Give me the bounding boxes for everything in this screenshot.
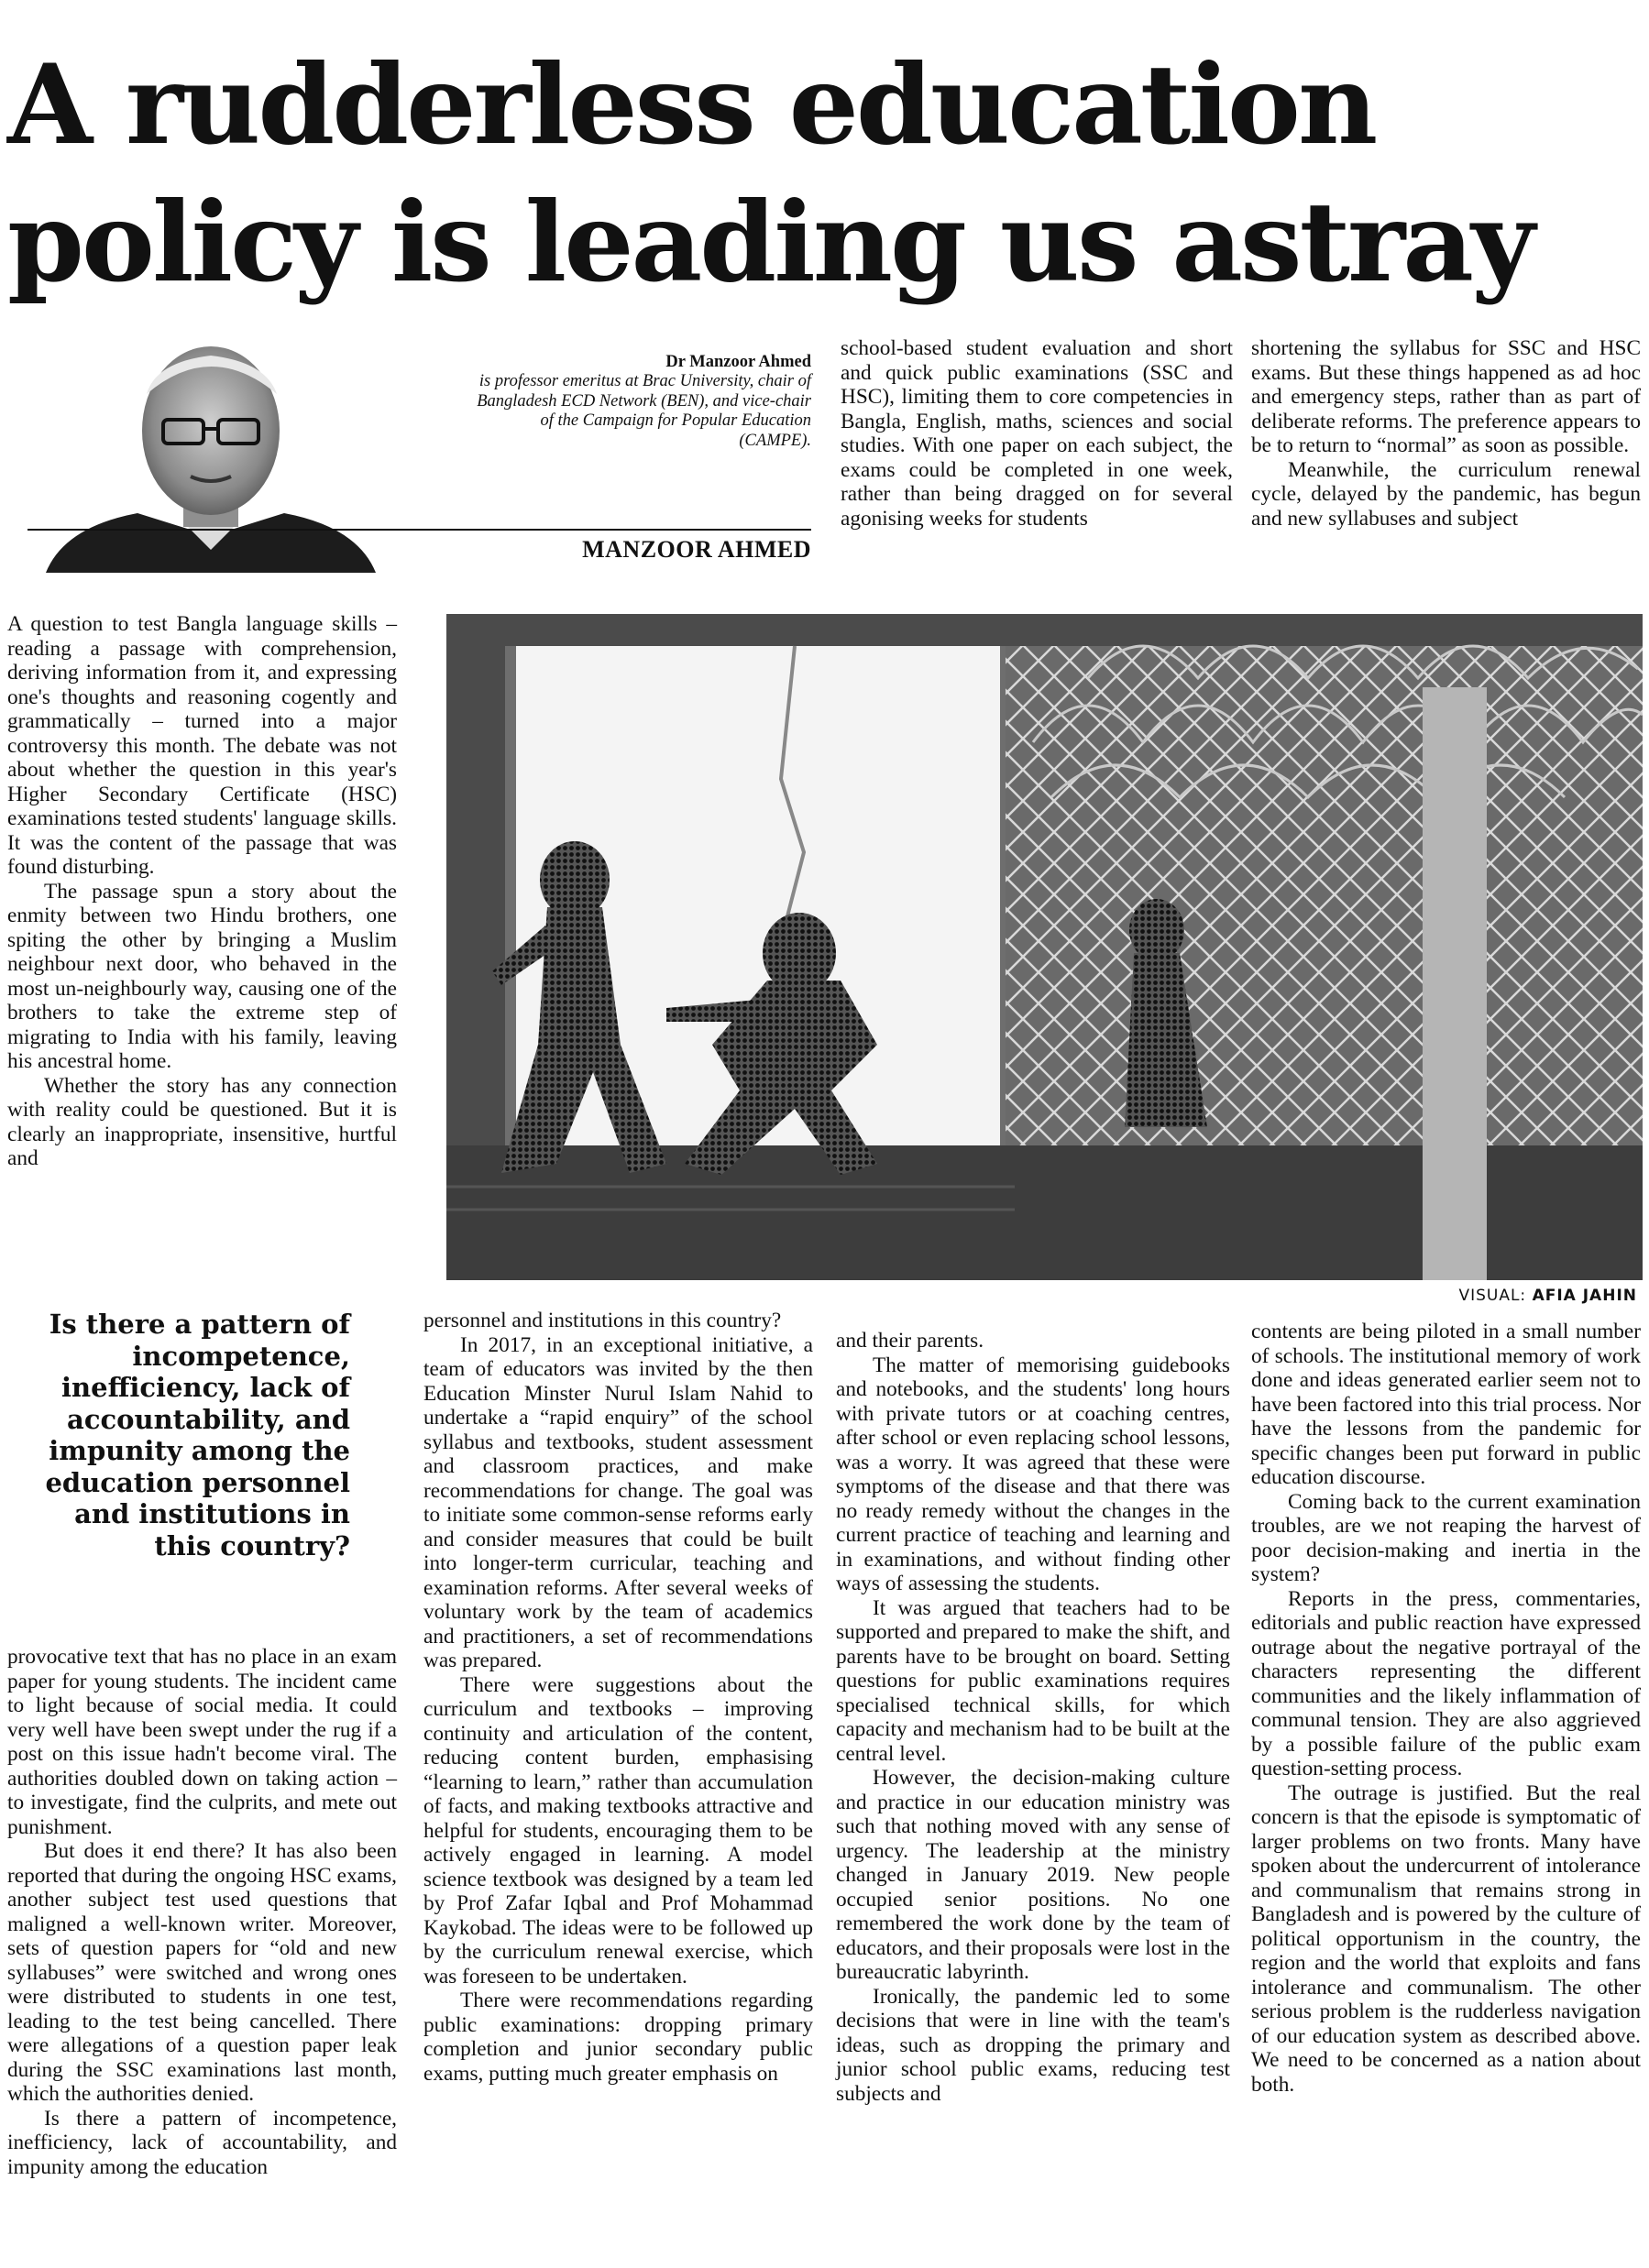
paragraph: There were suggestions about the curriculum and textbooks – improving continuity and articulation of the content, reducing content burden, emphasising “learning to learn,” rather than accumulation of facts, and making textbooks attractive and helpful for students, encouraging them to be actively engaged in learning. A model science textbook was designed by a team led by Prof Zafar Iqbal and Prof Mohammad Kaykobad. The ideas were to be followed up by the curriculum renewal exercise, which was foreseen to be undertaken. xyxy=(423,1672,813,1989)
paragraph: contents are being piloted in a small number of schools. The institutional memory of work done and ideas generated earlier seem not to have been factored into this trial process. Nor have the lessons from the pandemic for specific changes been put forward in public education discourse. xyxy=(1251,1320,1641,1489)
byline: MANZOOR AHMED xyxy=(582,536,811,563)
column-3-top xyxy=(841,336,1233,531)
paragraph: But does it end there? It has also been reported that during the ongoing HSC exams, another subject test used questions that maligned a well-known writer. Moreover, sets of question papers for “old and new syllabuses” were switched and wrong ones were distributed to students in one test, leading to the test being cancelled. There were allegations of a question paper leak during the SSC examinations last month, which the authorities denied. xyxy=(7,1839,397,2106)
paragraph: school-based student evaluation and short and quick public examinations (SSC and HSC), limiting them to core competencies in Bangla, English, maths, sciences and social studies. With one paper on each subject, the exams could be completed in one week, rather than being dragged on for several agonising weeks for students xyxy=(841,336,1233,531)
illustration-svg xyxy=(446,614,1643,1280)
paragraph: Ironically, the pandemic led to some decisions that were in line with the team's ideas, such as dropping the primary and junior school public exams, reducing test subjects and xyxy=(836,1984,1230,2106)
paragraph: Whether the story has any connection with reality could be questioned. But it is clearly an inappropriate, insensitive, hurtful and xyxy=(7,1073,397,1170)
column-2-bottom xyxy=(423,1309,813,2086)
column-1-bottom xyxy=(7,1645,397,2179)
paragraph: It was argued that teachers had to be supported and prepared to make the shift, and parents have to be brought on board. Setting questions for public examinations requires specialised technical skills, for which capacity and mechanism had to be built at the central level. xyxy=(836,1595,1230,1766)
paragraph: and their parents. xyxy=(836,1329,984,1353)
paragraph: However, the decision-making culture and practice in our education ministry was such that nothing moved with any sense of urgency. The leadership at the ministry changed in January 2019. New people occupied senior positions. No one remembered the work done by the team of educators, and their proposals were lost in the bureaucratic labyrinth. xyxy=(836,1766,1230,1984)
column-1-top xyxy=(7,612,397,1171)
paragraph: shortening the syllabus for SSC and HSC exams. But these things happened as ad hoc and emergency steps, rather than as part of deliberate reforms. The preference appears to be to return to “normal” as soon as possible. xyxy=(1251,336,1641,457)
author-bio-text: is professor emeritus at Brac University, chair of Bangladesh ECD Network (BEN), and vice-chair of the Campaign for Popular Education (CAMPE). xyxy=(477,372,811,450)
paragraph: The passage spun a story about the enmity between two Hindu brothers, one spiting the other by bringing a Muslim neighbour next door, who behaved in the most un-neighbourly way, causing one of the brothers to take the extreme step of migrating to India with his family, leaving his ancestral home. xyxy=(7,879,397,1073)
author-bio xyxy=(477,353,811,451)
paragraph: personnel and institutions in this country? xyxy=(423,1309,782,1332)
paragraph: Coming back to the current examination troubles, are we not reaping the harvest of poor decision-making and inertia in the system? xyxy=(1251,1489,1641,1586)
paragraph: A question to test Bangla language skills – reading a passage with comprehension, deriving information from it, and expressing one's thoughts and reasoning cogently and grammatically – turned into a major controversy this month. The debate was not about whether the question in this year's Higher Secondary Certificate (HSC) examinations tested students' language skills. It was the content of the passage that was found disturbing. xyxy=(7,612,397,879)
byline-rule xyxy=(27,529,811,531)
paragraph: The matter of memorising guidebooks and notebooks, and the students' long hours with private tutors or at coaching centres, after school or even replacing school lessons, was a worry. It was agreed that these were symptoms of the disease and that there was no ready remedy without the changes in the current practice of teaching and learning and in examinations, and without finding other ways of assessing the students. xyxy=(836,1353,1230,1595)
paragraph: Is there a pattern of incompetence, inefficiency, lack of accountability, and impunity among the education xyxy=(7,2106,397,2179)
credit-name: AFIA JAHIN xyxy=(1532,1287,1637,1305)
column-3-bottom xyxy=(836,1329,1230,2106)
paragraph: The outrage is justified. But the real concern is that the episode is symptomatic of larger problems on two fronts. Many have spoken about the undercurrent of intolerance and communalism that remains strong in Bangladesh and is powered by the culture of political opportunism in the country, the region and the world that exploits and fans intolerance and communalism. The other serious problem is the rudderless navigation of our education system as described above. We need to be concerned as a nation about both. xyxy=(1251,1780,1641,2097)
author-bio-name: Dr Manzoor Ahmed xyxy=(665,353,811,371)
author-portrait-svg xyxy=(27,330,394,573)
paragraph: provocative text that has no place in an exam paper for young students. The incident came to light because of social media. It could very well have been swept under the rug if a post on this issue hadn't become viral. The authorities doubled down on taking action – to investigate, find the culprits, and mete out punishment. xyxy=(7,1645,397,1839)
column-4-top xyxy=(1251,336,1641,531)
column-4-bottom xyxy=(1251,1320,1641,2097)
credit-label: VISUAL: xyxy=(1458,1287,1527,1305)
author-photo xyxy=(27,330,394,573)
illustration-children-fence xyxy=(446,614,1643,1280)
paragraph: Meanwhile, the curriculum renewal cycle, delayed by the pandemic, has begun and new syllabuses and subject xyxy=(1251,457,1641,531)
paragraph: There were recommendations regarding public examinations: dropping primary completion and junior secondary public exams, putting much greater emphasis on xyxy=(423,1989,813,2086)
illustration-credit xyxy=(1458,1287,1637,1305)
headline: A rudderless education policy is leading us astray xyxy=(7,40,1533,307)
paragraph: Reports in the press, commentaries, editorials and public reaction have expressed outrage about the negative portrayal of the characters representing the different communities and the likely inflammation of communal tension. They are also aggrieved by a possible failure of the public exam question-setting process. xyxy=(1251,1586,1641,1780)
pull-quote: Is there a pattern of incompetence, inefficiency, lack of accountability, and impunity among the education personnel and institutions in this country? xyxy=(45,1309,350,1561)
paragraph: In 2017, in an exceptional initiative, a team of educators was invited by the then Education Minster Nurul Islam Nahid to undertake a “rapid enquiry” of the school syllabus and textbooks, student assessment and classroom practices, and make recommendations for change. The goal was to initiate some common-sense reforms early and consider measures that could be built into longer-term curricular, teaching and examination reforms. After several weeks of voluntary work by the team of academics and practitioners, a set of recommendations was prepared. xyxy=(423,1332,813,1672)
